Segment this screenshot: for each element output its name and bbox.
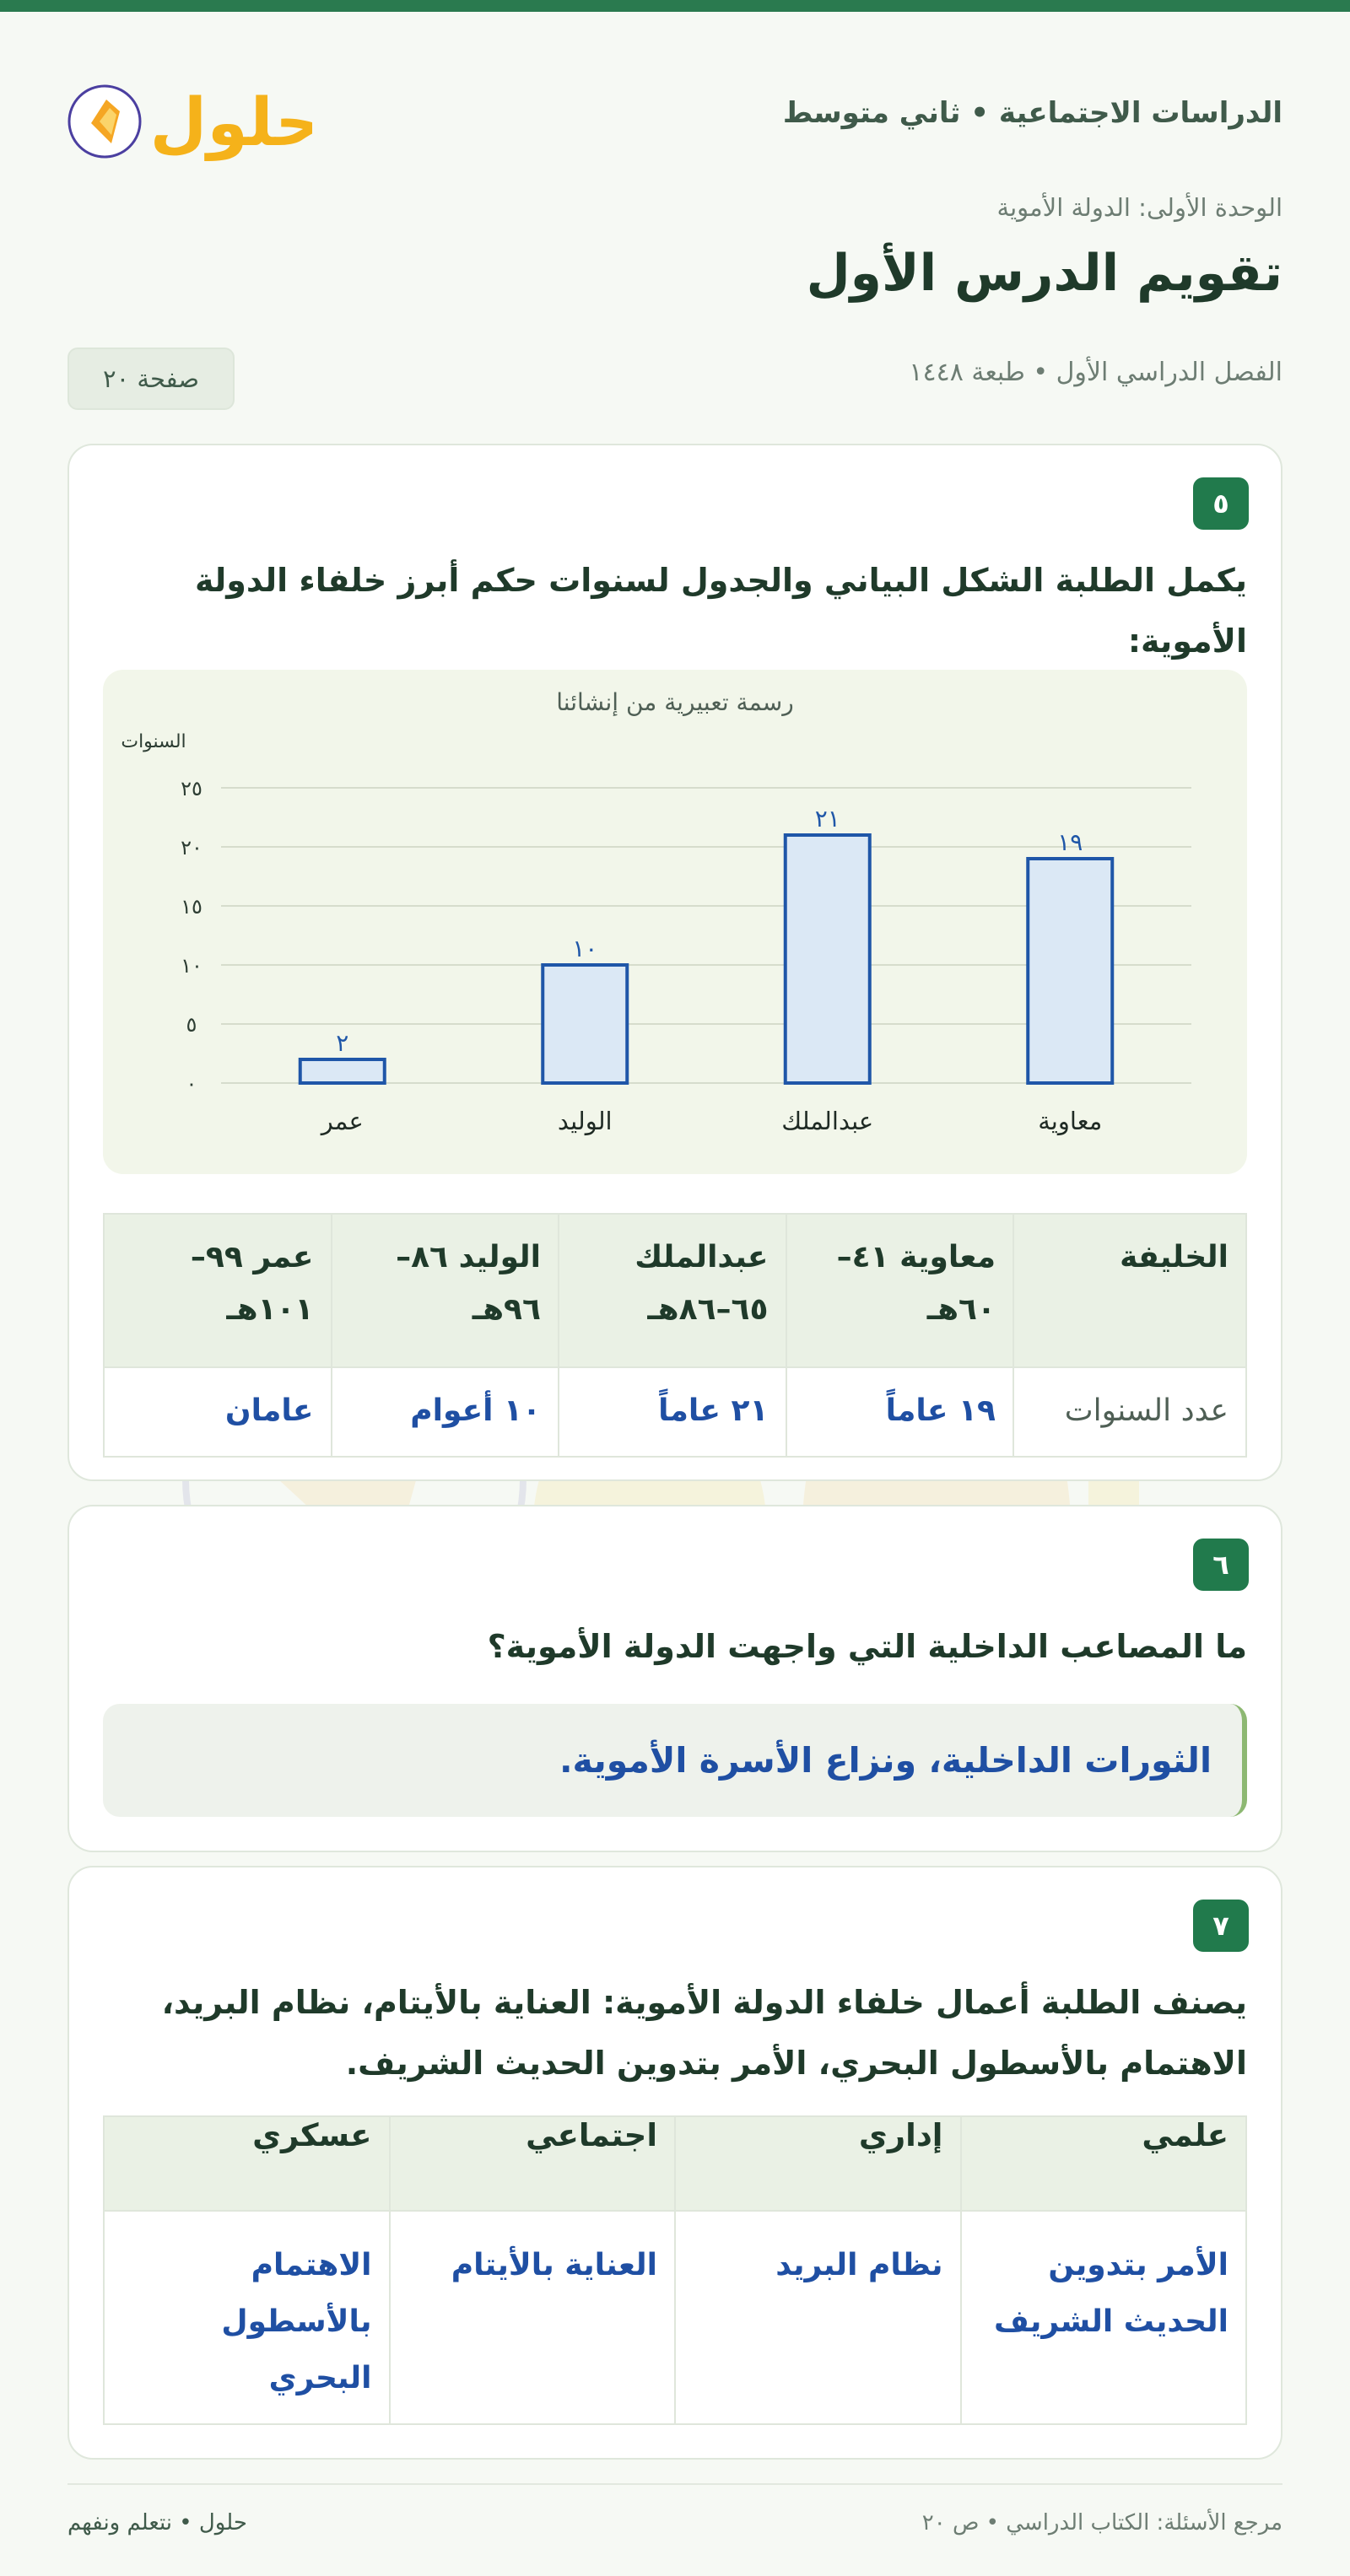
page xyxy=(68,12,1282,2576)
question-number-badge: ٥ xyxy=(1193,477,1249,530)
table-header-label: الخليفة xyxy=(1013,1214,1246,1367)
table-header-cell: عبدالملك ٦٥–٨٦هـ xyxy=(559,1214,786,1367)
table-row-label: عدد السنوات xyxy=(1013,1367,1246,1457)
footer-reference: مرجع الأسئلة: الكتاب الدراسي • ص ٢٠ xyxy=(921,2510,1282,2536)
table-cell: الاهتمام بالأسطول البحري xyxy=(104,2211,390,2424)
bar-value-label: ١٩ xyxy=(1057,828,1083,856)
footer-divider xyxy=(68,2483,1282,2485)
chart-bar xyxy=(1028,859,1112,1083)
table-row xyxy=(104,2211,1246,2424)
x-tick-label: الوليد xyxy=(557,1107,613,1135)
table-header-cell: الوليد ٨٦–٩٦هـ xyxy=(332,1214,559,1367)
subject-title: الدراسات الاجتماعية • ثاني متوسط xyxy=(782,96,1282,130)
table-header-cell: معاوية ٤١–٦٠هـ xyxy=(786,1214,1014,1367)
logo-text: حلول xyxy=(149,85,312,161)
table-cell: ١٩ عاماً xyxy=(786,1367,1014,1457)
unit-label: الوحدة الأولى: الدولة الأموية xyxy=(996,193,1282,222)
x-tick-label: عبدالملك xyxy=(781,1107,874,1135)
page-badge: صفحة ٢٠ xyxy=(68,348,235,410)
chart-title: رسمة تعبيرية من إنشائنا xyxy=(556,688,794,716)
table-cell: العناية بالأيتام xyxy=(390,2211,676,2424)
table-cell: عامان xyxy=(104,1367,332,1457)
question-text: يصنف الطلبة أعمال خلفاء الدولة الأموية: العناية بالأيتام، نظام البريد، الاهتمام بالأسطول البحري، الأمر بتدوين الحديث الشريف. xyxy=(161,1984,1247,2082)
question-text: يكمل الطلبة الشكل البياني والجدول لسنوات حكم أبرز خلفاء الدولة الأموية: xyxy=(194,562,1247,660)
table-row xyxy=(104,1367,1246,1457)
chart-bar xyxy=(300,1059,385,1083)
table-header-cell: عسكري xyxy=(104,2116,390,2211)
x-tick-label: عمر xyxy=(321,1107,364,1135)
footer-brand: حلول • نتعلم ونفهم xyxy=(68,2510,247,2536)
y-tick-label: ٥ xyxy=(186,1013,197,1037)
page-header xyxy=(68,62,1282,172)
term-label: الفصل الدراسي الأول • طبعة ١٤٤٨ xyxy=(909,358,1282,387)
lesson-title: تقويم الدرس الأول xyxy=(806,244,1282,303)
table-cell: الأمر بتدوين الحديث الشريف xyxy=(961,2211,1247,2424)
bar-chart-svg xyxy=(103,670,1247,1174)
y-tick-label: ٢٠ xyxy=(181,836,202,860)
y-axis-label: السنوات xyxy=(121,731,186,752)
table-header-cell: إداري xyxy=(675,2116,961,2211)
top-accent-bar xyxy=(0,0,1350,12)
question-6-card xyxy=(68,1505,1282,1852)
bar-value-label: ١٠ xyxy=(572,935,598,962)
chart-bar xyxy=(786,835,870,1083)
bar-value-label: ٢ xyxy=(336,1029,349,1057)
y-tick-label: ٢٥ xyxy=(181,777,202,800)
caliphs-table xyxy=(103,1213,1247,1458)
answer-box: الثورات الداخلية، ونزاع الأسرة الأموية. xyxy=(103,1704,1247,1817)
question-text: ما المصاعب الداخلية التي واجهت الدولة الأموية؟ xyxy=(487,1628,1247,1665)
bar-chart xyxy=(103,670,1247,1174)
table-header-row xyxy=(104,2116,1246,2211)
question-number-badge: ٧ xyxy=(1193,1900,1249,1952)
table-cell: ١٠ أعوام xyxy=(332,1367,559,1457)
bar-value-label: ٢١ xyxy=(814,805,840,833)
question-7-card xyxy=(68,1866,1282,2460)
table-cell: ٢١ عاماً xyxy=(559,1367,786,1457)
question-number-badge: ٦ xyxy=(1193,1539,1249,1591)
table-header-cell: علمي xyxy=(961,2116,1247,2211)
table-header-cell: عمر ٩٩–١٠١هـ xyxy=(104,1214,332,1367)
question-5-card xyxy=(68,444,1282,1481)
y-tick-label: ١٥ xyxy=(181,895,202,919)
y-tick-label: ٠ xyxy=(186,1072,197,1096)
chart-bar xyxy=(543,965,627,1083)
hulool-logo xyxy=(68,62,312,172)
table-header-row xyxy=(104,1214,1246,1367)
classification-table xyxy=(103,2115,1247,2425)
y-tick-label: ١٠ xyxy=(181,954,202,978)
table-header-cell: اجتماعي xyxy=(390,2116,676,2211)
x-tick-label: معاوية xyxy=(1038,1107,1103,1135)
table-cell: نظام البريد xyxy=(675,2211,961,2424)
